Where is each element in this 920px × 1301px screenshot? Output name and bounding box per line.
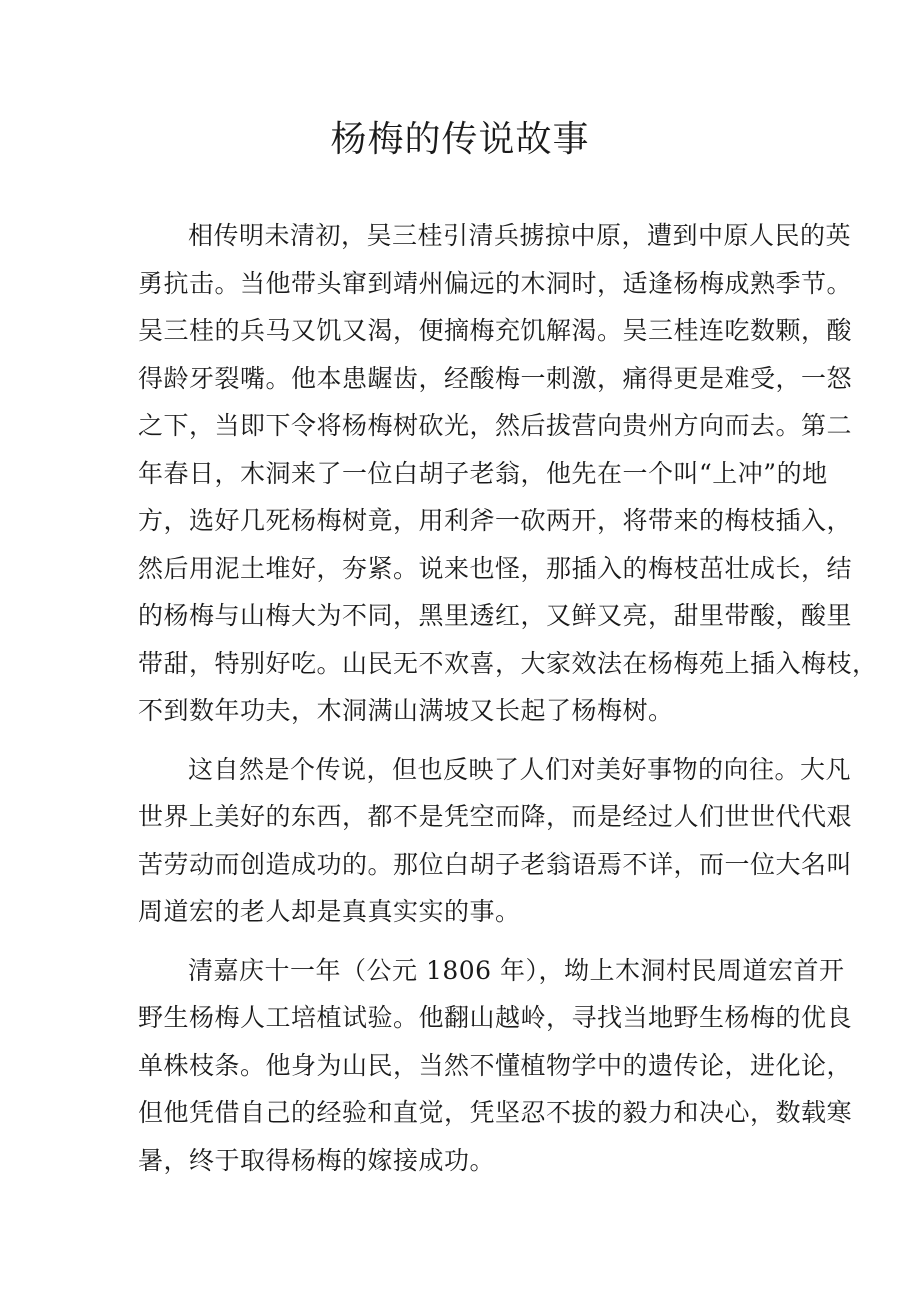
text-line: 不到数年功夫，木洞满山满坡又长起了杨梅树。 [138, 696, 674, 725]
text-line: 周道宏的老人却是真真实实的事。 [138, 897, 521, 926]
text-line: 暑，终于取得杨梅的嫁接成功。 [138, 1145, 496, 1175]
text-line: 单株枝条。他身为山民，当然不懂植物学中的遗传论，进化论， [138, 1050, 853, 1080]
text-line: 清嘉庆十一年（公元 1806 年），坳上木洞村民周道宏首开 [188, 955, 845, 985]
text-line: 的杨梅与山梅大为不同，黑里透红，又鲜又亮，甜里带酸，酸里 [138, 601, 853, 630]
text-line: 方，选好几死杨梅树竟，用利斧一砍两开，将带来的梅枝插入， [138, 506, 853, 535]
text-line: 得龄牙裂嘴。他本患龌齿，经酸梅一刺激，痛得更是难受，一怒 [138, 363, 853, 393]
text-line: 这自然是个传说，但也反映了人们对美好事物的向往。大凡 [188, 754, 852, 784]
text-line: 野生杨梅人工培植试验。他翻山越岭，寻找当地野生杨梅的优良 [138, 1003, 853, 1032]
text-line: 但他凭借自己的经验和直觉，凭坚忍不拔的毅力和决心，数载寒 [138, 1098, 853, 1127]
text-line: 勇抗击。当他带头窜到靖州偏远的木洞时，适逢杨梅成熟季节。 [138, 268, 853, 298]
document-body [138, 212, 878, 1195]
page-title: 杨梅的传说故事 [330, 119, 590, 160]
text-line: 世界上美好的东西，都不是凭空而降，而是经过人们世世代代艰 [138, 802, 853, 831]
text-line: 苦劳动而创造成功的。那位白胡子老翁语焉不详，而一位大名叫 [138, 849, 853, 879]
text-line: 然后用泥土堆好，夯紧。说来也怪，那插入的梅枝茁壮成长，结 [138, 553, 853, 583]
text-line: 带甜，特别好吃。山民无不欢喜，大家效法在杨梅苑上插入梅枝， [138, 648, 878, 678]
text-line: 吴三桂的兵马又饥又渴，便摘梅充饥解渴。吴三桂连吃数颗，酸 [138, 316, 853, 345]
text-line: 之下，当即下令将杨梅树砍光，然后拔营向贵州方向而去。第二 [138, 411, 853, 440]
paragraph-1 [138, 212, 878, 735]
paragraph-2 [138, 746, 853, 936]
text-line: 年春日，木洞来了一位白胡子老翁，他先在一个叫“上冲”的地 [138, 458, 828, 488]
text-line: 相传明未清初，吴三桂引清兵掳掠中原，遭到中原人民的英 [188, 221, 852, 250]
paragraph-3 [138, 947, 853, 1185]
